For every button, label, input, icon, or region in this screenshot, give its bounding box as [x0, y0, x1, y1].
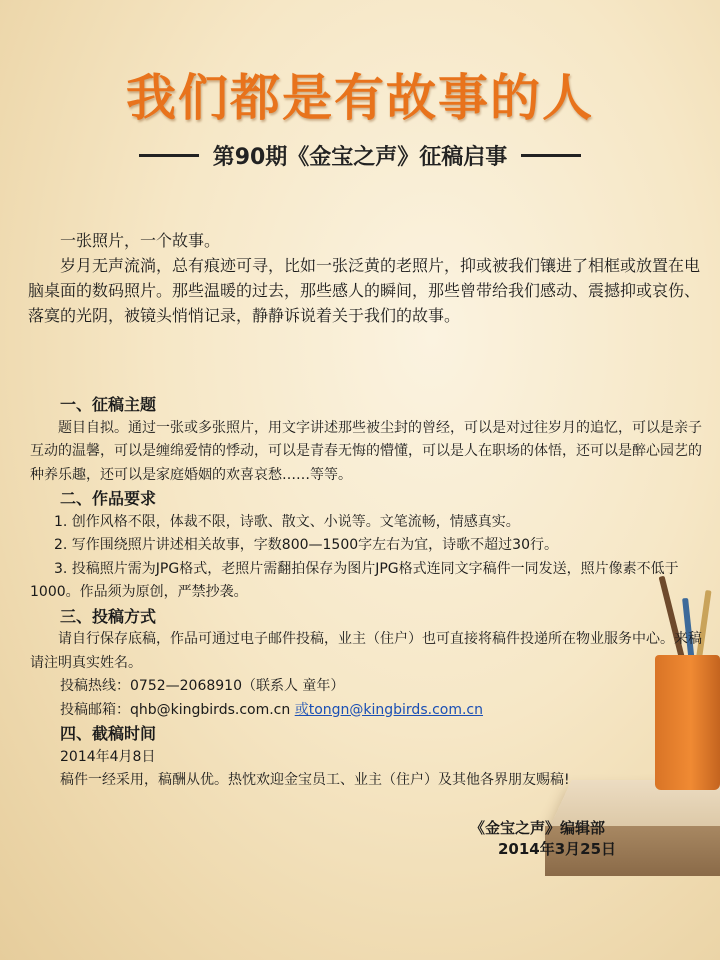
email-line [30, 699, 702, 723]
subtitle-row [0, 140, 720, 171]
theme-body: 题目自拟。通过一张或多张照片，用文字讲述那些被尘封的曾经，可以是对过往岁月的追忆，可以是亲子互动的温馨，可以是缠绵爱情的悸动，可以是青春无悔的懵懂，可以是人在职场的体悟，还可以是醉心园艺的种养乐趣，还可以是家庭婚姻的欢喜哀愁……等等。 [30, 419, 702, 483]
requirement-item: 2. 写作围绕照片讲述相关故事，字数800—1500字左右为宜，诗歌不超过30行。 [54, 537, 558, 553]
section-heading-theme: 一、征稿主题 [60, 395, 157, 414]
requirement-item: 1. 创作风格不限，体裁不限，诗歌、散文、小说等。文笔流畅，情感真实。 [54, 513, 520, 530]
subtitle: 第90期《金宝之声》征稿启事 [212, 145, 508, 170]
intro-line: 一张照片，一个故事。 [60, 231, 221, 250]
intro-section [28, 228, 703, 328]
section-heading-requirements: 二、作品要求 [60, 489, 157, 508]
deadline-body: 稿件一经采用，稿酬从优。热忱欢迎金宝员工、业主（住户）及其他各界朋友赐稿! [60, 772, 570, 788]
section-heading-submission: 三、投稿方式 [60, 606, 157, 626]
section-heading-deadline: 四、截稿时间 [60, 724, 157, 743]
signature-block [470, 818, 616, 860]
intro-paragraph: 岁月无声流淌，总有痕迹可寻，比如一张泛黄的老照片，抑或被我们镶进了相框或放置在电脑桌面的数码照片。那些温暖的过去，那些感人的瞬间，那些曾带给我们感动、震撼抑或哀伤、落寞的光阴，被镜头悄悄记录，静静诉说着关于我们的故事。 [28, 256, 701, 325]
submission-body: 请自行保存底稿，作品可通过电子邮件投稿，业主（住户）也可直接将稿件投递所在物业服务中心。来稿请注明真实姓名。 [30, 631, 702, 671]
page-title: 我们都是有故事的人 [126, 69, 594, 127]
left-rule [139, 154, 199, 157]
right-rule [521, 154, 581, 157]
deadline-date: 2014年4月8日 [60, 748, 156, 765]
email-label: 投稿邮箱：qhb@kingbirds.com.cn [60, 701, 295, 718]
signature-dept: 《金宝之声》编辑部 [470, 819, 606, 837]
email-link[interactable]: 或tongn@kingbirds.com.cn [294, 701, 483, 718]
signature-date: 2014年3月25日 [498, 840, 617, 858]
requirement-item: 3. 投稿照片需为JPG格式，老照片需翻拍保存为图片JPG格式连同文字稿件一同发送，照片像素不低于1000。作品须为原创，严禁抄袭。 [30, 560, 679, 600]
content-section [30, 393, 702, 793]
hotline-text: 投稿热线：0752—2068910（联系人 童年） [60, 678, 345, 694]
